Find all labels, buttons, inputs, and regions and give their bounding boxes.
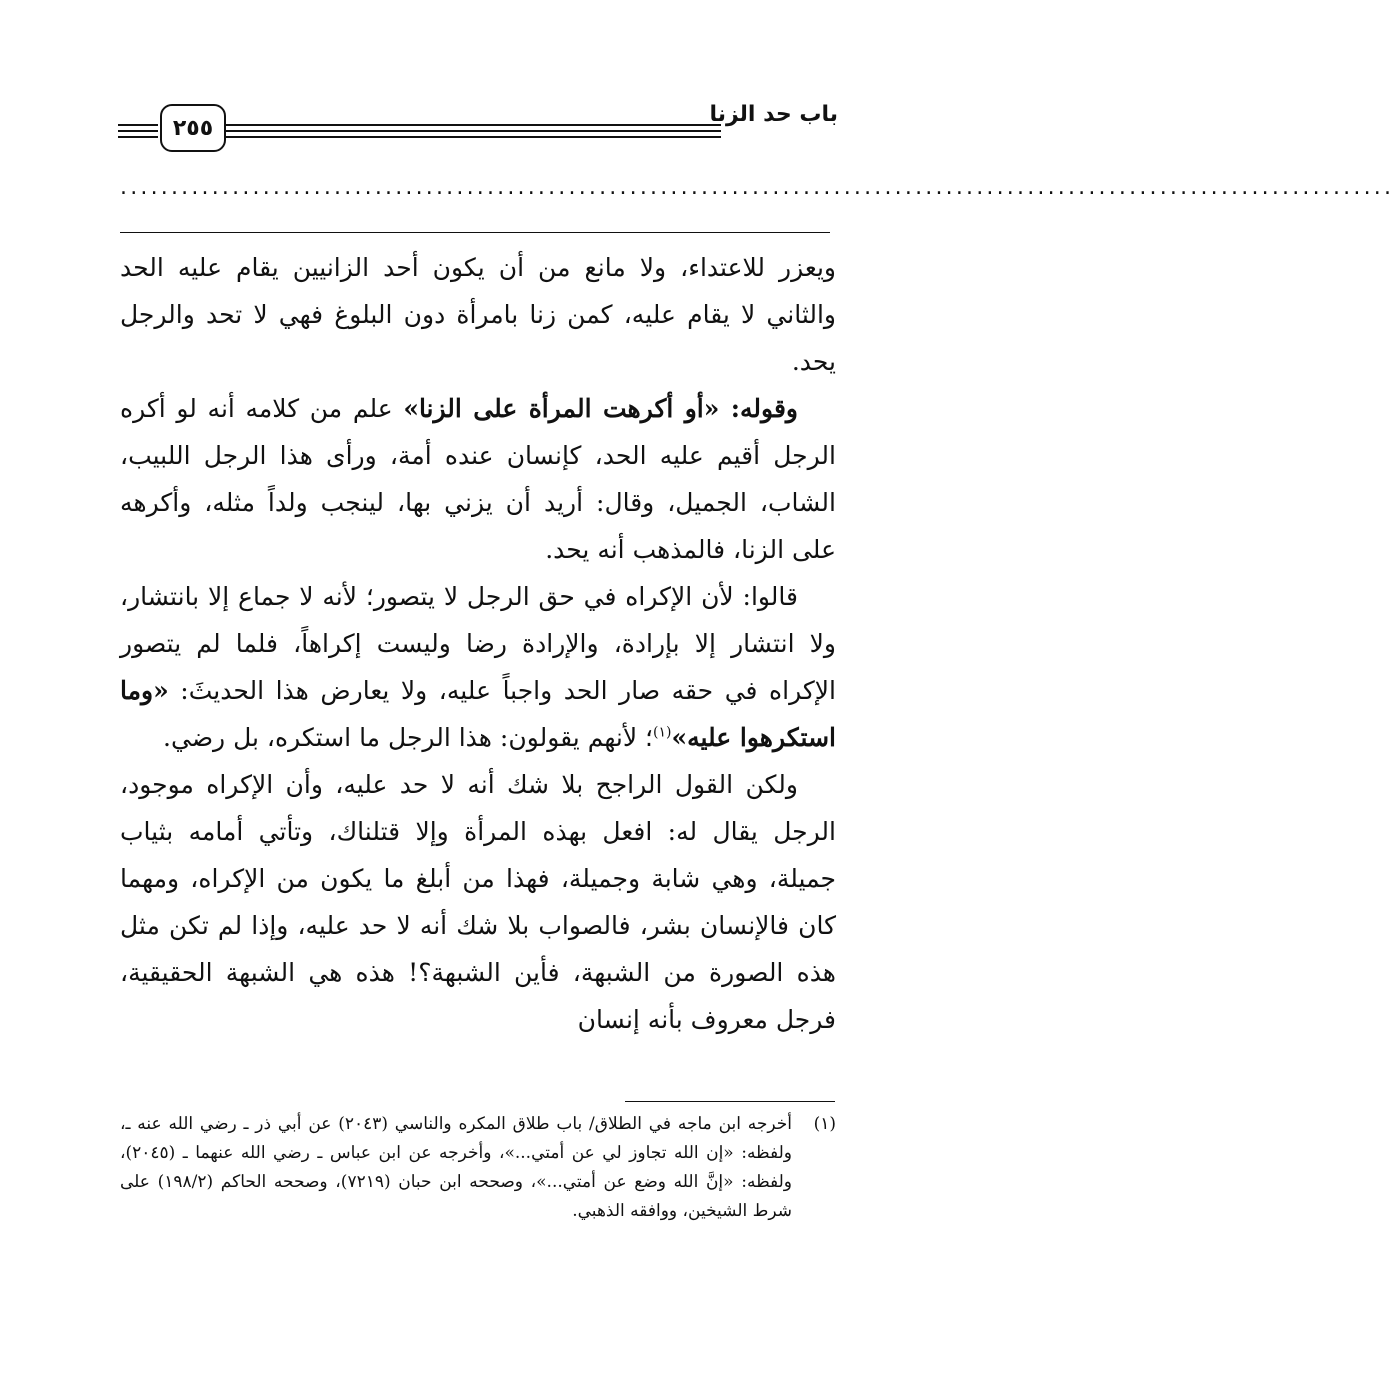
- footnote-text: أخرجه ابن ماجه في الطلاق/ باب طلاق المكره والناسي (٢٠٤٣) عن أبي ذر ـ رضي الله عنه ـ، ولفظه: «إن الله تجاوز لي عن أمتي...»، وأخرجه عن ابن عباس ـ رضي الله عنهما ـ (٢٠٤٥)، ولفظه: «إنَّ الله وضع عن أمتي...»، وصححه ابن حبان (٧٢١٩)، وصححه الحاكم (١٩٨/٢) على شرط الشيخين، ووافقه الذهبي.: [120, 1114, 792, 1221]
- quoted-text: «أو أكرهت المرأة على الزنا»: [403, 394, 720, 423]
- header-rule: [118, 136, 158, 138]
- paragraph-3-lead: قالوا: لأن الإكراه في حق الرجل لا يتصور؛ لأنه لا جماع إلا بانتشار، ولا انتشار إلا بإرادة، والإرادة رضا وليست إكراهاً، فلما لم يتصور الإكراه في حقه صار الحد واجباً عليه، ولا يعارض هذا الحديثَ:: [120, 582, 836, 705]
- header-rule: [225, 124, 721, 126]
- header-rule: [225, 136, 721, 138]
- paragraph-1-text: ويعزر للاعتداء، ولا مانع من أن يكون أحد الزانيين يقام عليه الحد والثاني لا يقام عليه، كمن زنا بامرأة دون البلوغ فهي لا تحد والرجل يحد.: [120, 253, 836, 376]
- header-rule: [118, 124, 158, 126]
- footnote-reference[interactable]: (١): [652, 724, 672, 741]
- header-rule: [118, 130, 158, 132]
- paragraph-3: [120, 573, 836, 761]
- dotted-separator: .............................................................................................................................: [120, 175, 1394, 200]
- top-rule: [120, 232, 830, 233]
- page-number: ٢٥٥: [160, 104, 226, 152]
- paragraph-3-text: ؛ لأنهم يقولون: هذا الرجل ما استكره، بل رضي.: [163, 723, 653, 752]
- hadith-quote: «وما استكرهوا عليه»: [120, 676, 836, 752]
- main-text: [120, 244, 836, 1043]
- header-rule: [225, 130, 721, 132]
- paragraph-4-text: ولكن القول الراجح بلا شك أنه لا حد عليه، وأن الإكراه موجود، الرجل يقال له: افعل بهذه المرأة وإلا قتلناك، وتأتي أمامه بثياب جميلة، وهي شابة وجميلة، فهذا من أبلغ ما يكون من الإكراه، ومهما كان فالإنسان بشر، فالصواب بلا شك أنه لا حد عليه، وإذا لم تكن مثل هذه الصورة من الشبهة، فأين الشبهة؟! هذه هي الشبهة الحقيقية، فرجل معروف بأنه إنسان: [120, 770, 836, 1034]
- paragraph-2-text: علم من كلامه أنه لو أكره الرجل أقيم عليه الحد، كإنسان عنده أمة، ورأى هذا الرجل اللبيب، الشاب، الجميل، وقال: أريد أن يزني بها، لينجب ولداً مثله، وأكرهه على الزنا، فالمذهب أنه يحد.: [120, 394, 836, 564]
- footnote-number: (١): [813, 1114, 836, 1134]
- paragraph-2-lead: وقوله:: [719, 394, 798, 423]
- page-header: [118, 100, 838, 160]
- footnotes: [120, 1110, 836, 1226]
- paragraph-1: [120, 244, 836, 385]
- paragraph-4: [120, 761, 836, 1043]
- footnote-1: [120, 1110, 836, 1226]
- footnote-rule: [625, 1101, 835, 1102]
- running-title: باب حد الزنا: [709, 102, 838, 127]
- paragraph-2: [120, 385, 836, 573]
